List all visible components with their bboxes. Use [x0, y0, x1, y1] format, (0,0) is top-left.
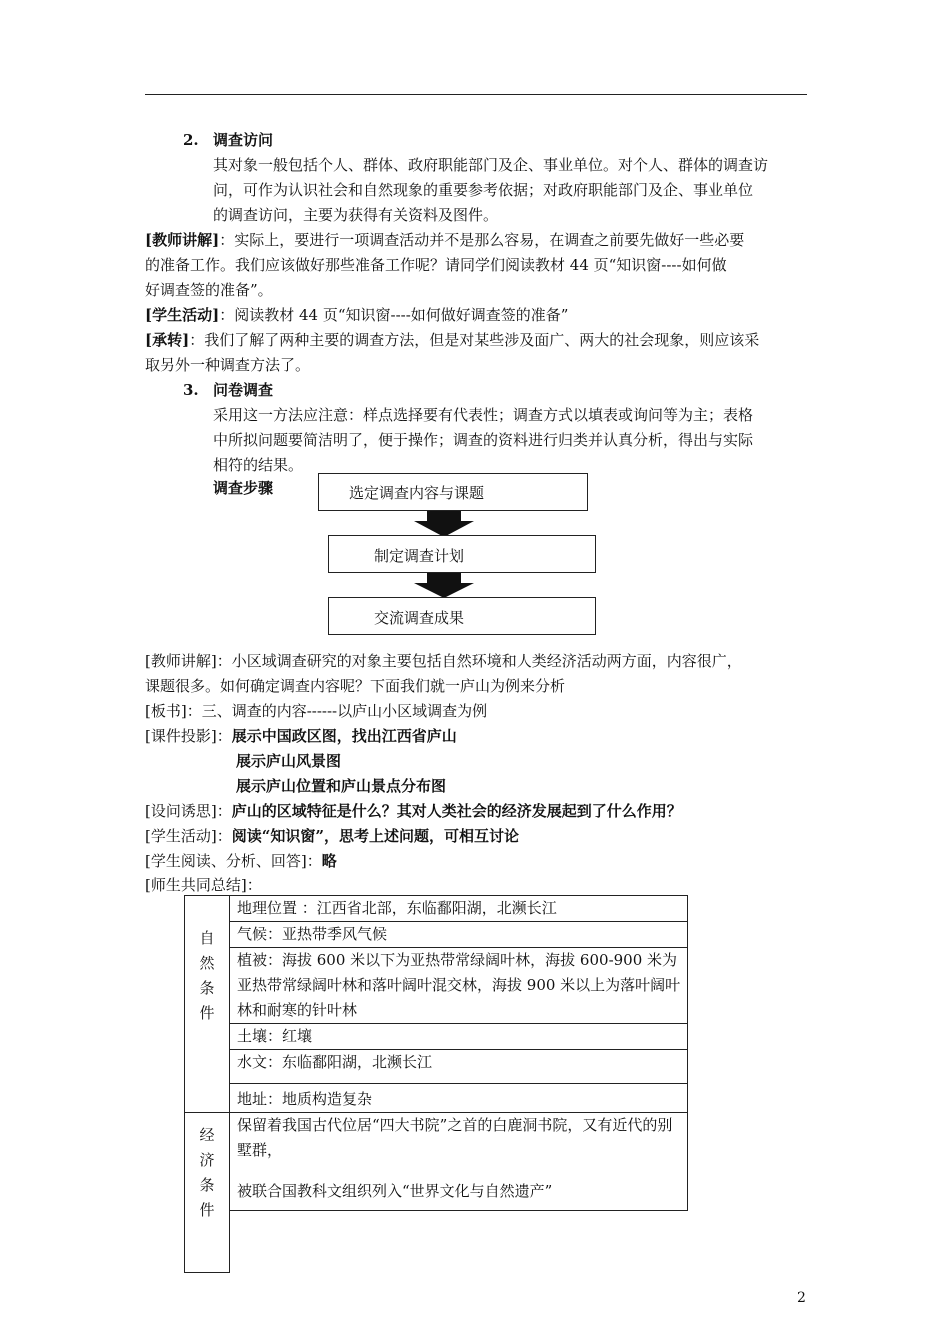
flow-label: 调查步骤: [213, 479, 274, 497]
section3-line: 相符的结果。: [213, 456, 304, 474]
table-cell: 地址：地质构造复杂: [230, 1084, 688, 1113]
question-note: [设问诱思]：庐山的区域特征是什么？其对人类社会的经济发展起到了什么作用？: [145, 802, 682, 820]
transition-line: 取另外一种调查方法了。: [145, 356, 311, 374]
question-tag: [设问诱思]：: [145, 802, 232, 820]
courseware-item: 展示庐山风景图: [236, 752, 342, 770]
economic-conditions-label-cell: [185, 1113, 230, 1273]
student-activity-tag: [学生活动]：: [145, 827, 232, 845]
flow-step-1: 选定调查内容与课题: [318, 473, 588, 511]
section3-line: 采用这一方法应注意：样点选择要有代表性；调查方式以填表或询问等为主；表格: [213, 406, 754, 424]
section2-line: 其对象一般包括个人、群体、政府职能部门及企、事业单位。对个人、群体的调查访: [213, 156, 769, 174]
flow-step-3: 交流调查成果: [328, 597, 596, 635]
student-activity-2: [学生活动]：阅读“知识窗”，思考上述问题，可相互讨论: [145, 827, 519, 845]
courseware-item: 展示庐山位置和庐山景点分布图: [236, 777, 447, 795]
summary-tag: [师生共同总结]：: [145, 876, 262, 894]
section3-number: 3.: [183, 381, 199, 399]
lushan-summary-table: [184, 895, 688, 1273]
table-cell-economic: [230, 1113, 688, 1211]
teacher-note-2-line: 课题很多。如何确定调查内容呢？下面我们就一庐山为例来分析: [145, 677, 566, 695]
student-activity-1: [学生活动]：阅读教材 44 页“知识窗----如何做好调查签的准备”: [145, 306, 569, 324]
natural-conditions-label-cell: [185, 896, 230, 1113]
courseware-note: [课件投影]：展示中国政区图，找出江西省庐山: [145, 727, 457, 745]
table-cell: 地理位置 ：江西省北部，东临鄱阳湖，北濒长江: [230, 896, 688, 922]
page-number: 2: [797, 1290, 806, 1306]
answer-note: [学生阅读、分析、回答]：略: [145, 852, 337, 870]
transition-tag: [承转]: [145, 331, 190, 349]
table-cell: 水文：东临鄱阳湖，北濒长江: [230, 1050, 688, 1084]
board-note: [板书]：三、调查的内容------以庐山小区域调查为例: [145, 702, 488, 720]
section2-line: 问，可作为认识社会和自然现象的重要参考依据；对政府职能部门及企、事业单位: [213, 181, 754, 199]
section3-heading: 问卷调查: [213, 381, 274, 399]
teacher-note-1-line: 好调查签的准备”。: [145, 281, 273, 299]
teacher-note-2-line: [教师讲解]：小区域调查研究的对象主要包括自然环境和人类经济活动两方面，内容很广，: [145, 652, 742, 670]
natural-conditions-label: 自然条件: [199, 929, 215, 1022]
section2-number: 2.: [183, 131, 199, 149]
header-rule: [145, 94, 807, 95]
courseware-tag: [课件投影]：: [145, 727, 232, 745]
table-cell: 土壤：红壤: [230, 1024, 688, 1050]
teacher-note-tag: [教师讲解]: [145, 231, 220, 249]
flow-step-2: 制定调查计划: [328, 535, 596, 573]
economic-conditions-label: 经济条件: [199, 1126, 215, 1219]
transition-note: [承转]：我们了解了两种主要的调查方法，但是对某些涉及面广、两大的社会现象，则应该采: [145, 331, 760, 349]
section3-line: 中所拟问题要简洁明了，便于操作；调查的资料进行归类并认真分析，得出与实际: [213, 431, 754, 449]
table-cell: 植被：海拔 600 米以下为亚热带常绿阔叶林，海拔 600-900 米为亚热带常绿阔叶林和落叶阔叶混交林，海拔 900 米以上为落叶阔叶林和耐寒的针叶林: [230, 948, 688, 1024]
answer-tag: [学生阅读、分析、回答]：: [145, 852, 322, 870]
flow-arrow-down-icon: [414, 511, 474, 537]
flow-arrow-down-icon: [414, 573, 474, 598]
teacher-note-1-line: 的准备工作。我们应该做好那些准备工作呢？请同学们阅读教材 44 页“知识窗----如何做: [145, 256, 727, 274]
table-empty-cell: [230, 1211, 688, 1273]
table-cell: 气候：亚热带季风气候: [230, 922, 688, 948]
teacher-note-1: [教师讲解]：实际上，要进行一项调查活动并不是那么容易，在调查之前要先做好一些必要: [145, 231, 745, 249]
section2-line: 的调查访问，主要为获得有关资料及图件。: [213, 206, 499, 224]
economic-line: 保留着我国古代位居“四大书院”之首的白鹿洞书院，又有近代的别墅群，: [237, 1116, 673, 1159]
economic-line: 被联合国教科文组织列入“世界文化与自然遗产”: [237, 1182, 553, 1200]
student-activity-tag: [学生活动]: [145, 306, 220, 324]
section2-heading: 调查访问: [213, 131, 274, 149]
